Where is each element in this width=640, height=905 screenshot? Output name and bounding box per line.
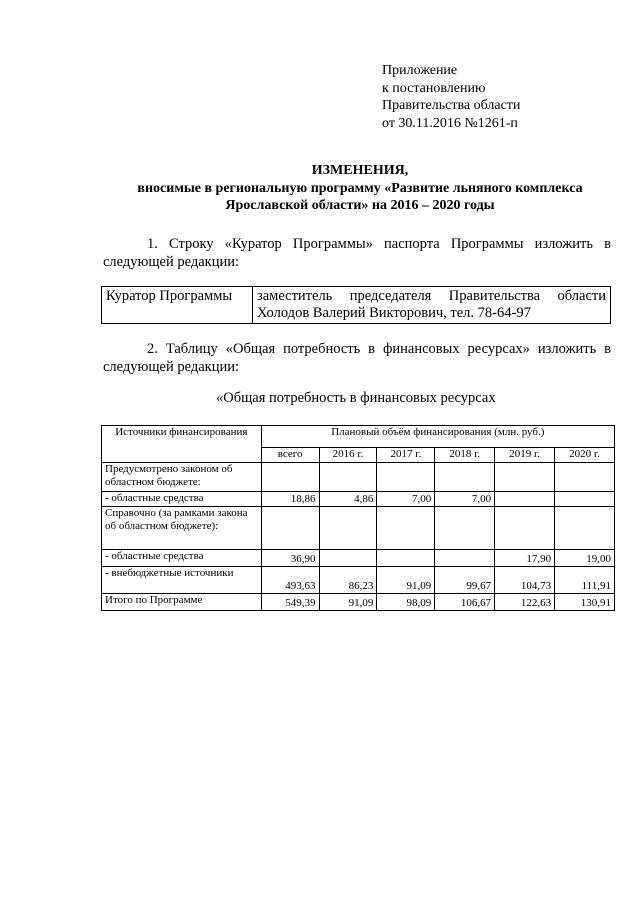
column-header: 2020 г. bbox=[555, 448, 615, 463]
value-cell: 111,91 bbox=[555, 567, 615, 594]
value-cell: 18,86 bbox=[261, 492, 319, 507]
curator-value-line: заместитель председателя Правительства области bbox=[257, 288, 606, 304]
value-cell: 7,00 bbox=[377, 492, 435, 507]
row-label-cell: - областные средства bbox=[102, 550, 262, 567]
table-header-row bbox=[102, 426, 615, 448]
paragraph-text: следующей редакции: bbox=[103, 358, 240, 375]
value-cell: 130,91 bbox=[555, 594, 615, 611]
table-row bbox=[102, 463, 615, 492]
appendix-line: от 30.11.2016 №1261-п bbox=[382, 115, 518, 131]
value-cell: 7,00 bbox=[435, 492, 495, 507]
value-cell: 98,09 bbox=[377, 594, 435, 611]
value-cell: 86,23 bbox=[319, 567, 377, 594]
table-row bbox=[102, 567, 615, 594]
row-label-cell: Итого по Программе bbox=[102, 594, 262, 611]
table-row bbox=[102, 492, 615, 507]
table-row bbox=[102, 287, 611, 324]
value-cell bbox=[377, 507, 435, 550]
value-cell bbox=[435, 463, 495, 492]
table-row bbox=[102, 550, 615, 567]
paragraph-text: 2. Таблицу «Общая потребность в финансовых ресурсах» изложить в bbox=[147, 341, 611, 357]
value-cell: 91,09 bbox=[377, 567, 435, 594]
document-title bbox=[100, 162, 620, 215]
value-cell: 493,63 bbox=[261, 567, 319, 594]
column-header: всего bbox=[261, 448, 319, 463]
value-cell bbox=[495, 492, 555, 507]
curator-value-line: Холодов Валерий Викторович, тел. 78-64-97 bbox=[257, 305, 531, 321]
row-label-cell: - внебюджетные источники bbox=[102, 567, 262, 594]
value-cell: 99,67 bbox=[435, 567, 495, 594]
column-header: 2017 г. bbox=[377, 448, 435, 463]
paragraph-text: следующей редакции: bbox=[103, 253, 240, 270]
value-cell bbox=[261, 507, 319, 550]
value-cell bbox=[377, 463, 435, 492]
column-header: 2019 г. bbox=[495, 448, 555, 463]
value-cell bbox=[261, 463, 319, 492]
value-cell: 36,90 bbox=[261, 550, 319, 567]
curator-label-cell: Куратор Программы bbox=[102, 287, 253, 324]
value-cell bbox=[377, 550, 435, 567]
value-cell bbox=[435, 550, 495, 567]
table-caption: «Общая потребность в финансовых ресурсах bbox=[216, 390, 496, 406]
row-label-cell: Предусмотрено законом об областном бюджете: bbox=[102, 463, 262, 492]
finance-table-body bbox=[102, 463, 615, 611]
value-cell bbox=[555, 463, 615, 492]
value-cell: 4,86 bbox=[319, 492, 377, 507]
title-line: Ярославской области» на 2016 – 2020 годы bbox=[225, 198, 495, 213]
appendix-line: Приложение bbox=[382, 63, 458, 78]
value-cell bbox=[555, 507, 615, 550]
value-cell: 549,39 bbox=[261, 594, 319, 611]
value-cell bbox=[555, 492, 615, 507]
column-header: 2016 г. bbox=[319, 448, 377, 463]
source-header-cell: Источники финансирования bbox=[102, 426, 262, 463]
value-cell bbox=[319, 550, 377, 567]
finance-table bbox=[101, 425, 615, 611]
value-cell bbox=[435, 507, 495, 550]
curator-value-cell bbox=[253, 287, 611, 324]
paragraph-1 bbox=[103, 236, 611, 271]
appendix-line: Правительства области bbox=[382, 98, 521, 113]
row-label-cell: Справочно (за рамками закона об областном бюджете): bbox=[102, 507, 262, 550]
value-cell: 91,09 bbox=[319, 594, 377, 611]
title-line: вносимые в региональную программу «Развитие льняного комплекса bbox=[137, 180, 583, 196]
column-header: 2018 г. bbox=[435, 448, 495, 463]
curator-table bbox=[101, 286, 611, 324]
value-cell: 19,00 bbox=[555, 550, 615, 567]
value-cell bbox=[495, 507, 555, 550]
paragraph-text: 1. Строку «Куратор Программы» паспорта Программы изложить в bbox=[147, 236, 611, 252]
table-row bbox=[102, 507, 615, 550]
table-row bbox=[102, 594, 615, 611]
value-cell: 104,73 bbox=[495, 567, 555, 594]
appendix-line: к постановлению bbox=[382, 80, 486, 96]
value-cell: 122,63 bbox=[495, 594, 555, 611]
value-cell bbox=[319, 507, 377, 550]
value-cell: 17,90 bbox=[495, 550, 555, 567]
paragraph-2 bbox=[103, 341, 611, 376]
row-label-cell: - областные средства bbox=[102, 492, 262, 507]
value-cell: 106,67 bbox=[435, 594, 495, 611]
value-cell bbox=[319, 463, 377, 492]
title-line: ИЗМЕНЕНИЯ, bbox=[311, 163, 409, 178]
value-cell bbox=[495, 463, 555, 492]
appendix-block bbox=[382, 62, 520, 132]
plan-header-cell: Плановый объём финансирования (млн. руб.) bbox=[261, 426, 614, 448]
